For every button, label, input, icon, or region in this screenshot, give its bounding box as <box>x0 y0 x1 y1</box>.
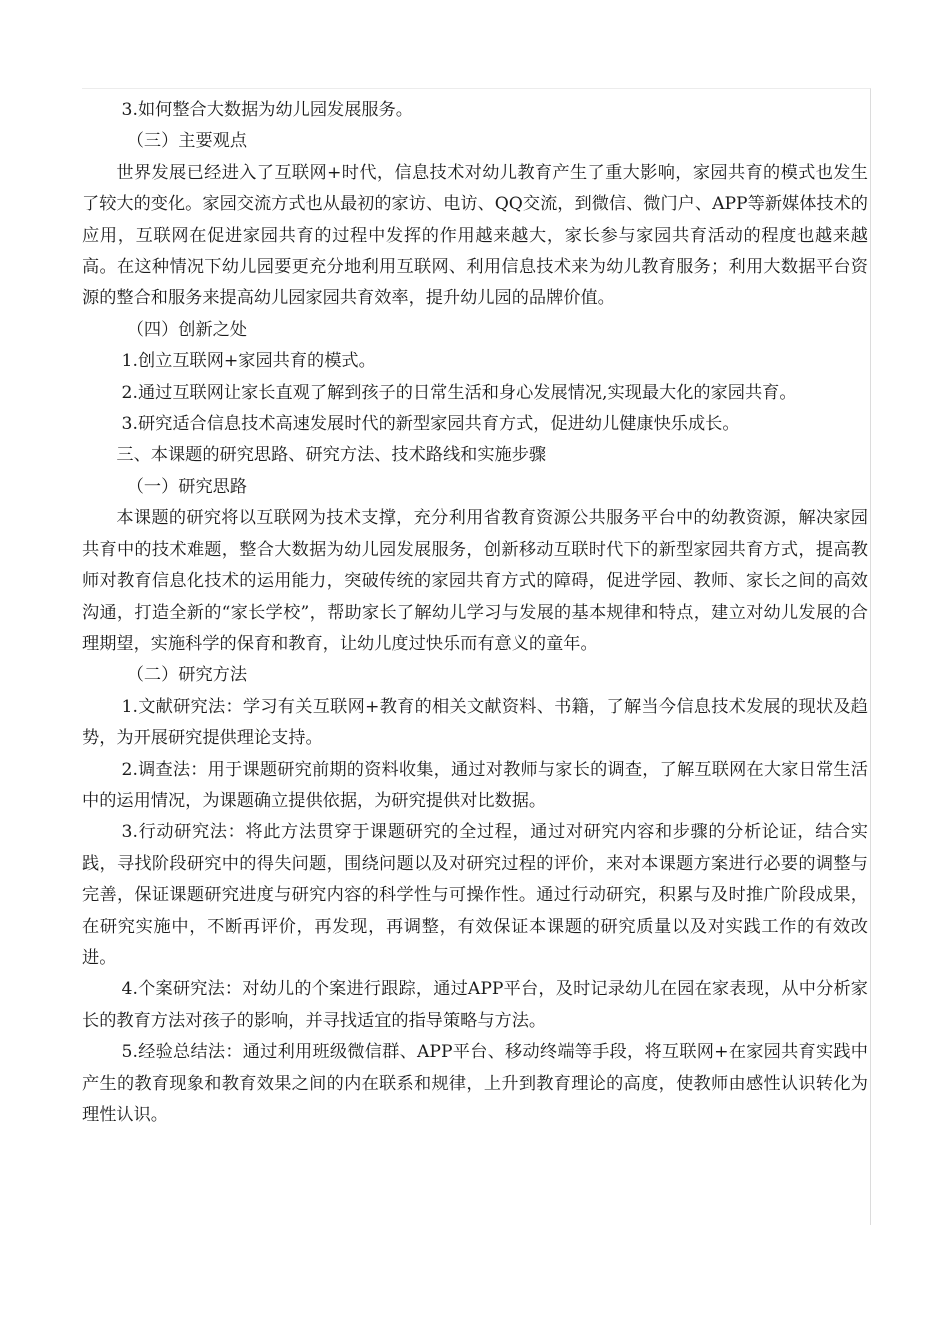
chapter-heading-research-plan: 三、本课题的研究思路、研究方法、技术路线和实施步骤 <box>116 445 547 466</box>
document-body <box>82 95 868 1131</box>
list-item-method-literature: 1.文献研究法：学习有关互联网+教育的相关文献资料、书籍，了解当今信息技术发展的现状及趋势，为开展研究提供理论支持。 <box>82 696 868 749</box>
document-page <box>82 88 871 1225</box>
list-item-innovation-2: 2.通过互联网让家长直观了解到孩子的日常生活和身心发展情况,实现最大化的家园共育。 <box>121 382 797 403</box>
paragraph-main-views: 世界发展已经进入了互联网+时代，信息技术对幼儿教育产生了重大影响，家园共育的模式也发生了较大的变化。家园交流方式也从最初的家访、电访、QQ交流，到微信、微门户、APP等新媒体技术的应用，互联网在促进家园共育的过程中发挥的作用越来越大，家长参与家园共育活动的程度也越来越高。在这种情况下幼儿园要更充分地利用互联网、利用信息技术来为幼儿教育服务；利用大数据平台资源的整合和服务来提高幼儿园家园共育效率，提升幼儿园的品牌价值。 <box>82 162 868 309</box>
paragraph-research-ideas: 本课题的研究将以互联网为技术支撑，充分利用省教育资源公共服务平台中的幼教资源，解决家园共育中的技术难题，整合大数据为幼儿园发展服务，创新移动互联时代下的新型家园共育方式，提高教师对教育信息化技术的运用能力，突破传统的家园共育方式的障碍，促进学园、教师、家长之间的高效沟通，打造全新的“家长学校”，帮助家长了解幼儿学习与发展的基本规律和特点，建立对幼儿发展的合理期望，实施科学的保育和教育，让幼儿度过快乐而有意义的童年。 <box>82 508 868 654</box>
section-heading-research-methods: （二）研究方法 <box>126 665 248 686</box>
list-item-innovation-3: 3.研究适合信息技术高速发展时代的新型家园共育方式，促进幼儿健康快乐成长。 <box>121 414 740 435</box>
list-item-method-case-study: 4.个案研究法：对幼儿的个案进行跟踪，通过APP平台，及时记录幼儿在园在家表现，从中分析家长的教育方法对孩子的影响，并寻找适宜的指导策略与方法。 <box>82 979 868 1031</box>
list-item-innovation-1: 1.创立互联网+家园共育的模式。 <box>121 351 376 372</box>
list-item-method-action-research: 3.行动研究法：将此方法贯穿于课题研究的全过程，通过对研究内容和步骤的分析论证，结合实践，寻找阶段研究中的得失问题，围绕问题以及对研究过程的评价，来对本课题方案进行必要的调整与完善，保证课题研究进度与研究内容的科学性与可操作性。通过行动研究，积累与及时推广阶段成果，在研究实施中，不断再评价，再发现，再调整，有效保证本课题的研究质量以及对实践工作的有效改进。 <box>82 822 868 968</box>
list-item-method-survey: 2.调查法：用于课题研究前期的资料收集，通过对教师与家长的调查，了解互联网在大家日常生活中的运用情况，为课题确立提供依据，为研究提供对比数据。 <box>82 759 868 811</box>
section-heading-research-ideas: （一）研究思路 <box>126 476 248 497</box>
section-heading-innovations: （四）创新之处 <box>126 319 248 340</box>
list-item-method-experience-summary: 5.经验总结法：通过利用班级微信群、APP平台、移动终端等手段，将互联网+在家园共育实践中产生的教育现象和教育效果之间的内在联系和规律，上升到教育理论的高度，使教师由感性认识转化为理性认识。 <box>82 1042 868 1125</box>
list-item-integrate-big-data: 3.如何整合大数据为幼儿园发展服务。 <box>121 100 413 120</box>
section-heading-main-views: （三）主要观点 <box>126 131 248 152</box>
